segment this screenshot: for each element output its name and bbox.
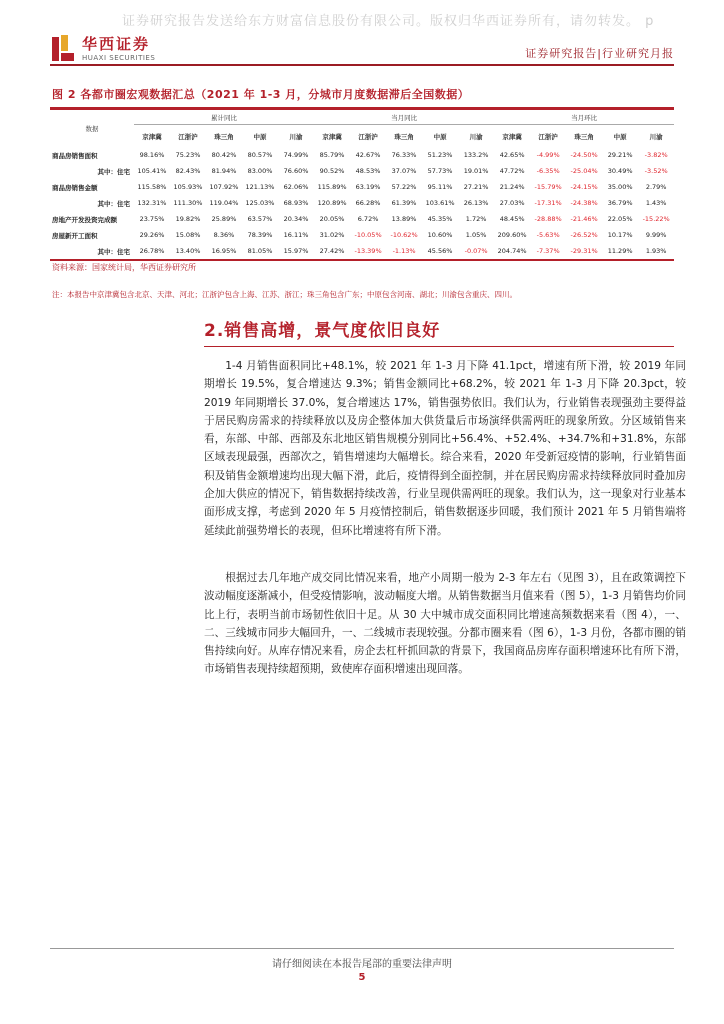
table-cell: -24.15% (570, 183, 598, 191)
body-paragraph: 根据过去几年地产成交同比情况来看，地产小周期一般为 2-3 年左右（见图 3），且在政策调控下波动幅度逐渐减小，但受疫情影响，波动幅度大增。从销售数据当月值来看（图 5），1-3 月销售均价同比上行，表明当前市场韧性依旧十足。从 30 大中城市成交面积同比增速高频数据来看（图 4），一、二、三线城市同步大幅回升，一、二线城市表现较强。分都市圈来看（图 6），1-3 月份，各都市圈的销售持续向好。从库存情况来看，房企去杠杆抓回款的背景下，我国商品房库存面积增速环比有所下滑，市场销售表现持续超预期，致使库存面积增速出现回落。 (204, 572, 686, 676)
table-cell: 78.39% (247, 231, 273, 239)
table-cell: 83.00% (247, 167, 273, 175)
column-header: 中原 (613, 132, 627, 141)
footer-disclaimer: 请仔细阅读在本报告尾部的重要法律声明 (272, 959, 452, 970)
row-label: 房屋新开工面积 (52, 231, 98, 240)
row-label: 商品房销售面积 (52, 151, 98, 160)
page-number: 5 (358, 972, 366, 983)
table-cell: 63.57% (247, 215, 273, 223)
table-cell: 16.95% (211, 247, 237, 255)
table-cell: 31.02% (319, 231, 345, 239)
group-header: 累计同比 (134, 110, 314, 125)
table-cell: 27.21% (463, 183, 489, 191)
huaxi-logo-icon (52, 35, 74, 61)
table-cell: -24.38% (570, 199, 598, 207)
table-cell: 1.93% (645, 247, 667, 255)
table-cell: 98.16% (139, 151, 165, 159)
table-cell: 16.11% (283, 231, 309, 239)
table-cell: -21.46% (570, 215, 598, 223)
table-row (50, 163, 674, 179)
table-cell: -25.04% (570, 167, 598, 175)
section-title: 2.销售高增，景气度依旧良好 (204, 321, 441, 341)
table-cell: 81.94% (211, 167, 237, 175)
table-cell: 27.42% (319, 247, 345, 255)
table-cell: -6.35% (536, 167, 560, 175)
table-cell: 120.89% (317, 199, 347, 207)
logo-name-cn: 华西证券 (82, 35, 151, 53)
figure-title: 图 2 各都市圈宏观数据汇总（2021 年 1-3 月，分城市月度数据滞后全国数据） (52, 88, 470, 101)
table-cell: -17.31% (534, 199, 562, 207)
table-cell: 29.26% (139, 231, 165, 239)
table-cell: 10.60% (427, 231, 453, 239)
table-cell: 115.58% (137, 183, 167, 191)
table-cell: 1.05% (465, 231, 487, 239)
table-cell: 45.56% (427, 247, 453, 255)
table-cell: 121.13% (245, 183, 275, 191)
column-header: 京津冀 (322, 132, 342, 141)
table-cell: 19.01% (463, 167, 489, 175)
table-cell: 103.61% (425, 199, 455, 207)
column-header: 川渝 (649, 132, 663, 141)
table-cell: 57.73% (427, 167, 453, 175)
row-label: 房地产开发投资完成额 (52, 215, 117, 224)
table-cell: 25.89% (211, 215, 237, 223)
table-cell: 74.99% (283, 151, 309, 159)
table-cell: 29.21% (607, 151, 633, 159)
table-cell: 42.67% (355, 151, 381, 159)
table-cell: 57.22% (391, 183, 417, 191)
logo-name-en: HUAXI SECURITIES (82, 54, 156, 62)
table-cell: 48.53% (355, 167, 381, 175)
figure-source: 资料来源：国家统计局，华西证券研究所 (52, 263, 196, 272)
table-cell: 15.08% (175, 231, 201, 239)
row-label: 其中：住宅 (97, 247, 130, 256)
row-label: 其中：住宅 (97, 199, 130, 208)
table-cell: 36.79% (607, 199, 633, 207)
table-cell: -15.22% (642, 215, 670, 223)
table-cell: 6.72% (357, 215, 379, 223)
table-cell: 82.43% (175, 167, 201, 175)
table-cell: 76.33% (391, 151, 417, 159)
table-cell: 107.92% (209, 183, 239, 191)
table-cell: 26.13% (463, 199, 489, 207)
table-row (50, 243, 674, 259)
table-cell: 37.07% (391, 167, 417, 175)
table-cell: 21.24% (499, 183, 525, 191)
table-cell: -29.31% (570, 247, 598, 255)
table-cell: 132.31% (137, 199, 167, 207)
table-cell: -3.52% (644, 167, 668, 175)
table-cell: 11.29% (607, 247, 633, 255)
table-row (50, 195, 674, 211)
column-header: 江浙沪 (358, 132, 378, 141)
table-cell: 15.97% (283, 247, 309, 255)
table-cell: 51.23% (427, 151, 453, 159)
footer-divider (50, 948, 674, 949)
column-header: 中原 (253, 132, 267, 141)
logo (52, 33, 155, 62)
table-cell: 81.05% (247, 247, 273, 255)
table-cell: 20.34% (283, 215, 309, 223)
body-paragraph: 1-4 月销售面积同比+48.1%，较 2021 年 1-3 月下降 41.1pct，增速有所下滑，较 2019 年同期增长 19.5%，复合增速达 9.3%；销售金额同比+68.2%，较 2021 年 1-3 月下降 20.3pct，较 2019 年同期增长 37.0%，复合增速达 17%，销售强势依旧。我们认为，行业销售表现强劲主要得益于居民购房需求的持续释放以及房企整体加大供货量后市场演绎供需两旺的现象所致。分区域销售来看，东部、中部、西部及东北地区销售规模分别同比+56.4%、+52.4%、+34.7%和+31.8%，东部区域表现最强，西部次之，销售增速均大幅增长。综合来看，2020 年受新冠疫情的影响，行业销售面积及销售金额增速均出现大幅下滑，此后，疫情得到全面控制，并在居民购房需求持续释放同时叠加房企加大供应的情况下，销售数据持续改善，行业呈现供需两旺的现象。我们认为，这一现象对行业基本面形成支撑，考虑到 2020 年 5 月疫情控制后，销售数据逐步回暖，我们预计 2021 年 5 月销售端将延续此前强势增长的表现，但环比增速将有所下滑。 (204, 360, 686, 537)
table-cell: 23.75% (139, 215, 165, 223)
table-cell: 80.57% (247, 151, 273, 159)
table-cell: 105.93% (173, 183, 203, 191)
table-cell: 111.30% (173, 199, 203, 207)
table-cell: 2.79% (645, 183, 667, 191)
column-header: 珠三角 (394, 132, 414, 141)
table-cell: -5.63% (536, 231, 560, 239)
table-cell: -3.82% (644, 151, 668, 159)
table-cell: 1.72% (465, 215, 487, 223)
table-cell: -13.39% (354, 247, 382, 255)
table-cell: -15.79% (534, 183, 562, 191)
row-label: 商品房销售金额 (52, 183, 98, 192)
table-cell: 209.60% (497, 231, 527, 239)
table-cell: 13.89% (391, 215, 417, 223)
table-cell: -7.37% (536, 247, 560, 255)
column-header: 京津冀 (142, 132, 162, 141)
table-cell: -10.62% (390, 231, 418, 239)
table-cell: 26.78% (139, 247, 165, 255)
table-cell: 10.17% (607, 231, 633, 239)
table-row (50, 227, 674, 243)
table-cell: 13.40% (175, 247, 201, 255)
group-header: 当月同比 (314, 110, 494, 125)
table-cell: 80.42% (211, 151, 237, 159)
table-cell: 47.72% (499, 167, 525, 175)
table-cell: -0.07% (464, 247, 488, 255)
table-cell: 19.82% (175, 215, 201, 223)
table-cell: 66.28% (355, 199, 381, 207)
table-row (50, 179, 674, 195)
table-cell: 105.41% (137, 167, 167, 175)
table-cell: 204.74% (497, 247, 527, 255)
table-cell: 125.03% (245, 199, 275, 207)
table-cell: -10.05% (354, 231, 382, 239)
table-row-header: 数据 (85, 125, 99, 133)
table-cell: 45.35% (427, 215, 453, 223)
table-cell: 85.79% (319, 151, 345, 159)
table-cell: 62.06% (283, 183, 309, 191)
table-cell: 61.39% (391, 199, 417, 207)
header-divider (50, 64, 674, 66)
report-type: 证券研究报告|行业研究月报 (525, 47, 674, 60)
table-cell: 133.2% (463, 151, 489, 159)
table-cell: 75.23% (175, 151, 201, 159)
figure-note: 注：本报告中京津冀包含北京、天津、河北；江浙沪包含上海、江苏、浙江；珠三角包含广东；中原包含河南、湖北；川渝包含重庆、四川。 (52, 290, 517, 299)
column-header: 江浙沪 (538, 132, 558, 141)
column-header: 中原 (433, 132, 447, 141)
table-cell: 119.04% (209, 199, 239, 207)
table-cell: 30.49% (607, 167, 633, 175)
section-divider (204, 346, 674, 347)
table-cell: 115.89% (317, 183, 347, 191)
table-cell: -1.13% (392, 247, 416, 255)
table-cell: 95.11% (427, 183, 453, 191)
table-cell: 63.19% (355, 183, 381, 191)
column-header: 京津冀 (502, 132, 522, 141)
table-cell: 48.45% (499, 215, 525, 223)
table-row (50, 147, 674, 163)
table-cell: 8.36% (213, 231, 235, 239)
table-cell: 76.60% (283, 167, 309, 175)
table-row (50, 211, 674, 227)
column-header: 珠三角 (574, 132, 594, 141)
column-header: 川渝 (469, 132, 483, 141)
table-cell: 90.52% (319, 167, 345, 175)
row-label: 其中：住宅 (97, 167, 130, 176)
group-header: 当月环比 (494, 110, 674, 125)
table-cell: 35.00% (607, 183, 633, 191)
table-cell: 27.03% (499, 199, 525, 207)
table-cell: -28.88% (534, 215, 562, 223)
table-cell: 9.99% (645, 231, 667, 239)
table-cell: 68.93% (283, 199, 309, 207)
column-header: 江浙沪 (178, 132, 198, 141)
watermark: 证券研究报告发送给东方财富信息股份有限公司。版权归华西证券所有，请勿转发。 p (122, 14, 655, 29)
table-cell: -26.52% (570, 231, 598, 239)
macro-data-table (50, 107, 674, 261)
column-header: 川渝 (289, 132, 303, 141)
table-cell: -4.99% (536, 151, 560, 159)
table-cell: 1.43% (645, 199, 667, 207)
table-cell: -24.50% (570, 151, 598, 159)
table-cell: 22.05% (607, 215, 633, 223)
table-cell: 42.65% (499, 151, 525, 159)
table-cell: 20.05% (319, 215, 345, 223)
column-header: 珠三角 (214, 132, 234, 141)
